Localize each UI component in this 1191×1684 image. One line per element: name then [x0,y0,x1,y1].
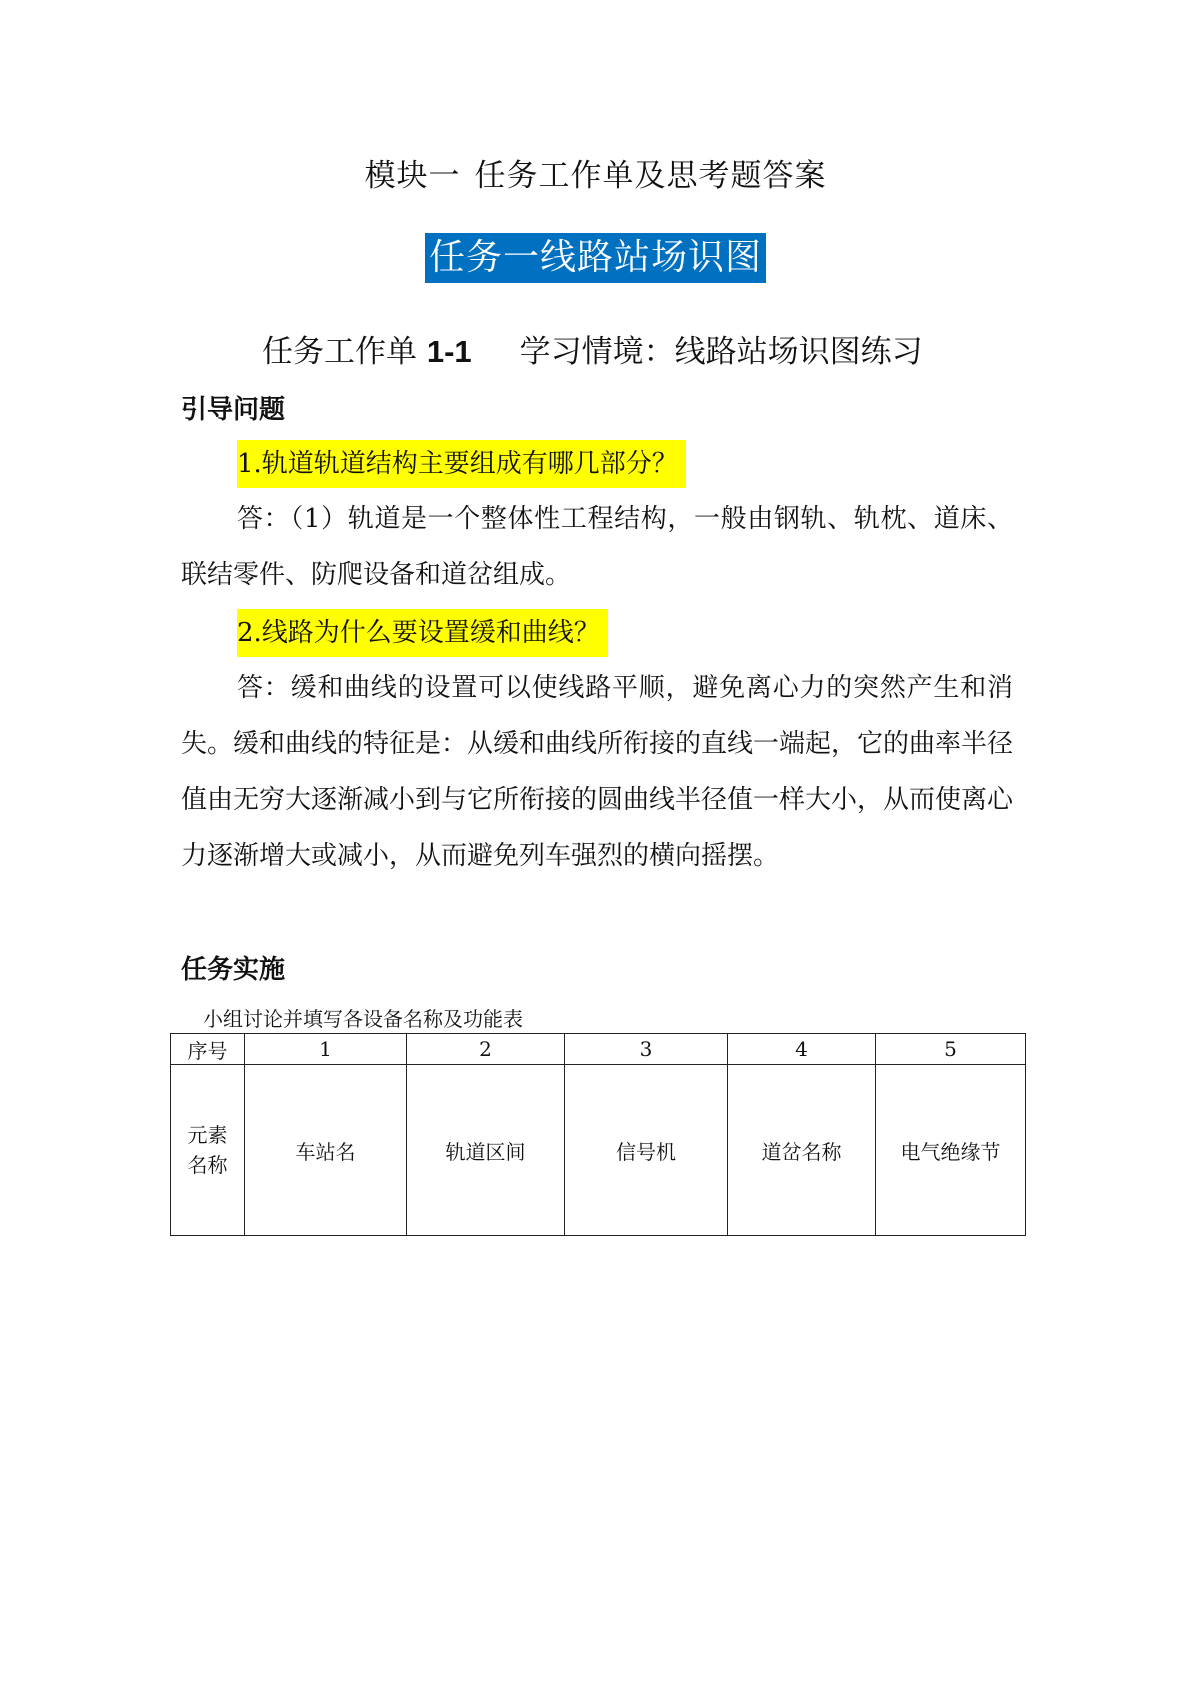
table-header-cell: 4 [728,1034,876,1065]
table-header-cell: 1 [245,1034,407,1065]
table-cell: 信号机 [565,1065,728,1236]
table-cell: 车站名 [245,1065,407,1236]
implementation-heading: 任务实施 [181,955,286,985]
worksheet-line [262,330,923,374]
table-header-cell: 2 [407,1034,565,1065]
module-title-part1: 模块一 [364,158,461,194]
task-title: 任务一线路站场识图 [425,233,766,283]
module-title-part2: 任务工作单及思考题答案 [474,158,827,194]
task-title-wrap [0,233,1191,283]
table-header-cell: 5 [876,1034,1026,1065]
table-caption: 小组讨论并填写各设备名称及功能表 [203,1007,523,1031]
worksheet-label: 任务工作单 [262,334,417,370]
table-header-row [171,1034,1026,1065]
module-title [0,154,1191,198]
table-header-cell: 3 [565,1034,728,1065]
worksheet-situation: 学习情境：线路站场识图练习 [519,334,923,370]
question-2: 2.线路为什么要设置缓和曲线？ [237,609,608,657]
worksheet-number: 1-1 [426,334,472,369]
question-1: 1.轨道轨道结构主要组成有哪几部分？ [237,440,686,488]
table-cell: 电气绝缘节 [876,1065,1026,1236]
answer-1: 答：（1）轨道是一个整体性工程结构，一般由钢轨、轨枕、道床、联结零件、防爬设备和道岔组成。 [181,504,1013,590]
answer-2: 答：缓和曲线的设置可以使线路平顺，避免离心力的突然产生和消失。缓和曲线的特征是：从缓和曲线所衔接的直线一端起，它的曲率半径值由无穷大逐渐减小到与它所衔接的圆曲线半径值一样大小，从而使离心力逐渐增大或减小，从而避免列车强烈的横向摇摆。 [181,673,1014,871]
equipment-table [170,1033,1026,1236]
table-cell: 轨道区间 [407,1065,565,1236]
table-header-cell: 序号 [171,1034,245,1065]
table-cell: 道岔名称 [728,1065,876,1236]
table-row-label [171,1065,245,1236]
guide-heading: 引导问题 [181,395,286,425]
row-label-text: 元素名称 [187,1123,228,1177]
table-row [171,1065,1026,1236]
